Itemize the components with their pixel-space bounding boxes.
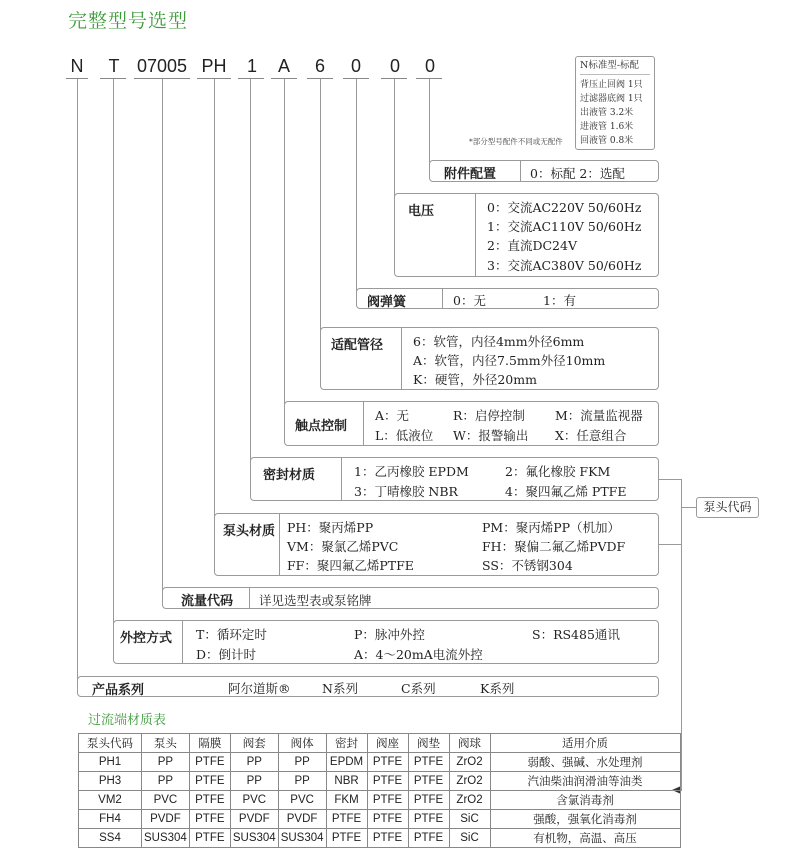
code-ext-control: T (108, 56, 120, 76)
control-point-label: 触点控制 (295, 419, 348, 434)
connector-line (429, 79, 430, 171)
table-cell: ZrO2 (449, 753, 490, 772)
tube-label: 适配管径 (331, 338, 384, 353)
flow-code-text: 详见选型表或泵铭牌 (259, 593, 372, 608)
code-accessory: 0 (424, 56, 435, 76)
control-point-box (284, 401, 659, 446)
connector-line (250, 79, 251, 469)
table-header: 泵头 (142, 734, 190, 753)
table-cell: PH3 (79, 772, 142, 791)
connector-line (113, 79, 114, 625)
seal-label: 密封材质 (263, 468, 316, 483)
table-header: 隔膜 (189, 734, 230, 753)
table-header: 阀体 (278, 734, 326, 753)
ext-control-label: 外控方式 (120, 631, 173, 646)
code-flow: 07005 (136, 56, 188, 76)
table-cell: ZrO2 (449, 791, 490, 810)
table-cell: SUS304 (278, 829, 326, 848)
valve-spring-option: 0：无 (453, 293, 486, 308)
control-point-option: X：任意组合 (555, 428, 627, 443)
table-header: 适用介质 (490, 734, 680, 753)
accessory-options: 0：标配 2：选配 (530, 166, 625, 181)
page-title: 完整型号选型 (68, 10, 189, 32)
code-voltage: 0 (389, 56, 400, 76)
tube-option: 6：软管，内径4mm外径6mm (413, 334, 585, 349)
table-cell: PTFE (189, 753, 230, 772)
table-cell: SiC (449, 810, 490, 829)
valve-spring-option: 1：有 (543, 293, 576, 308)
voltage-option: 3：交流AC380V 50/60Hz (487, 258, 642, 273)
head-material-box (214, 513, 659, 576)
voltage-label: 电压 (408, 204, 435, 219)
table-row (79, 829, 681, 848)
bracket-line (659, 544, 681, 545)
table-header-row (79, 734, 681, 753)
table-cell: PTFE (326, 829, 367, 848)
seal-box (250, 457, 659, 501)
table-cell: NBR (326, 772, 367, 791)
table-cell: PP (230, 753, 278, 772)
head-material-option: PH：聚丙烯PP (287, 520, 374, 535)
table-cell: PP (278, 753, 326, 772)
connector-line (162, 79, 163, 598)
voltage-option: 2：直流DC24V (487, 238, 577, 253)
ext-control-option: D：倒计时 (196, 647, 257, 662)
table-cell: 汽油柴油润滑油等油类 (490, 772, 680, 791)
voltage-option: 1：交流AC110V 50/60Hz (487, 219, 642, 234)
table-row (79, 772, 681, 791)
connector-line (320, 79, 321, 343)
seal-option: 2：氟化橡胶 FKM (505, 464, 611, 479)
note-line: 进液管 1.6米 (580, 122, 634, 132)
table-cell: PTFE (408, 810, 449, 829)
control-point-option: A：无 (375, 408, 410, 423)
table-cell: SUS304 (230, 829, 278, 848)
table-cell: FH4 (79, 810, 142, 829)
table-cell: PTFE (189, 829, 230, 848)
product-series-item: C系列 (401, 681, 436, 696)
seal-option: 3：丁晴橡胶 NBR (354, 484, 458, 499)
ext-control-option: P：脉冲外控 (354, 627, 425, 642)
bracket-line (681, 507, 696, 508)
code-control-point: A (277, 56, 290, 76)
table-cell: 有机物，高温、高压 (490, 829, 680, 848)
code-head-material: PH (201, 56, 227, 76)
seal-option: 1：乙丙橡胶 EPDM (354, 464, 469, 479)
table-cell: PVDF (278, 810, 326, 829)
table-cell: PTFE (367, 772, 408, 791)
voltage-box (394, 193, 659, 277)
head-material-option: SS：不锈钢304 (482, 558, 573, 573)
table-header: 阀座 (367, 734, 408, 753)
ext-control-box (113, 620, 659, 664)
standard-config-note (575, 56, 655, 150)
code-valve-spring: 0 (350, 56, 361, 76)
control-point-option: M：流量监视器 (555, 408, 643, 423)
product-series-box (77, 676, 659, 697)
connector-line (214, 79, 215, 526)
table-cell: PTFE (367, 753, 408, 772)
product-series-item: K系列 (480, 681, 515, 696)
tube-box (320, 327, 659, 390)
head-material-label: 泵头材质 (223, 524, 276, 539)
ext-control-option: T：循环定时 (196, 627, 267, 642)
table-cell: PTFE (367, 810, 408, 829)
pump-code-box: 泵头代码 (696, 497, 759, 518)
code-series: N (70, 56, 84, 76)
table-cell: ZrO2 (449, 772, 490, 791)
valve-spring-label: 阀弹簧 (367, 295, 407, 310)
bracket-line (659, 479, 681, 480)
table-cell: PTFE (189, 791, 230, 810)
table-cell: PTFE (408, 772, 449, 791)
table-cell: PVDF (142, 810, 190, 829)
table-cell: VM2 (79, 791, 142, 810)
accessory-footnote: *部分型号配件不同或无配件 (469, 137, 563, 146)
table-cell: SS4 (79, 829, 142, 848)
product-series-item: N系列 (322, 681, 358, 696)
table-cell: PP (142, 753, 190, 772)
table-cell: PVC (142, 791, 190, 810)
table-cell: PP (278, 772, 326, 791)
code-tube: 6 (314, 56, 325, 76)
table-cell: 含氯消毒剂 (490, 791, 680, 810)
tube-option: K：硬管，外径20mm (413, 372, 537, 387)
material-table-title: 过流端材质表 (88, 713, 167, 728)
table-cell: PVC (230, 791, 278, 810)
material-table (78, 733, 681, 848)
flow-code-label: 流量代码 (181, 594, 234, 609)
table-row (79, 810, 681, 829)
table-cell: PTFE (408, 829, 449, 848)
table-cell: PTFE (189, 772, 230, 791)
accessory-box (429, 160, 659, 182)
note-line: 出液管 3.2米 (580, 108, 634, 118)
table-cell: 弱酸、强碱、水处理剂 (490, 753, 680, 772)
table-cell: PTFE (326, 810, 367, 829)
tube-option: A：软管，内径7.5mm外径10mm (413, 353, 606, 368)
code-seal: 1 (246, 56, 257, 76)
head-material-option: FF：聚四氟乙烯PTFE (287, 558, 414, 573)
table-cell: EPDM (326, 753, 367, 772)
table-cell: SUS304 (142, 829, 190, 848)
head-material-option: FH：聚偏二氟乙烯PVDF (482, 539, 626, 554)
table-cell: 强酸，强氧化消毒剂 (490, 810, 680, 829)
note-line: 回液管 0.8米 (580, 136, 634, 146)
voltage-option: 0：交流AC220V 50/60Hz (487, 200, 642, 215)
note-line: 背压止回阀 1只 (580, 80, 643, 90)
table-header: 泵头代码 (79, 734, 142, 753)
table-cell: PVDF (230, 810, 278, 829)
connector-line (284, 79, 285, 404)
code-underline (238, 78, 264, 79)
connector-line (356, 79, 357, 297)
table-row (79, 791, 681, 810)
flow-code-box (162, 587, 659, 609)
head-material-option: PM：聚丙烯PP（机加） (482, 520, 621, 535)
ext-control-option: S：RS485通讯 (532, 627, 620, 642)
note-line: 过滤器底阀 1只 (580, 94, 643, 104)
control-point-option: W：报警输出 (453, 428, 529, 443)
product-series-item: 阿尔道斯® (228, 681, 291, 696)
table-cell: PTFE (367, 791, 408, 810)
table-cell: SiC (449, 829, 490, 848)
valve-spring-box (356, 288, 659, 309)
product-series-label: 产品系列 (92, 683, 145, 698)
seal-option: 4：聚四氟乙烯 PTFE (505, 484, 627, 499)
table-header: 阀球 (449, 734, 490, 753)
connector-line (394, 79, 395, 207)
table-cell: PTFE (408, 791, 449, 810)
table-cell: PTFE (408, 753, 449, 772)
note-header: N标准型-标配 (580, 59, 650, 75)
table-cell: PH1 (79, 753, 142, 772)
accessory-label: 附件配置 (444, 167, 497, 182)
table-cell: PTFE (189, 810, 230, 829)
table-header: 阀套 (230, 734, 278, 753)
table-row (79, 753, 681, 772)
connector-line (77, 79, 78, 687)
table-cell: PVC (278, 791, 326, 810)
table-cell: FKM (326, 791, 367, 810)
table-cell: PP (230, 772, 278, 791)
table-header: 密封 (326, 734, 367, 753)
control-point-option: R：启停控制 (453, 408, 525, 423)
table-cell: PP (142, 772, 190, 791)
table-cell: PTFE (367, 829, 408, 848)
ext-control-option: A：4～20mA电流外控 (354, 647, 483, 662)
bracket-line (681, 479, 682, 791)
control-point-option: L：低液位 (375, 428, 434, 443)
table-header: 阀垫 (408, 734, 449, 753)
head-material-option: VM：聚氯乙烯PVC (287, 539, 399, 554)
